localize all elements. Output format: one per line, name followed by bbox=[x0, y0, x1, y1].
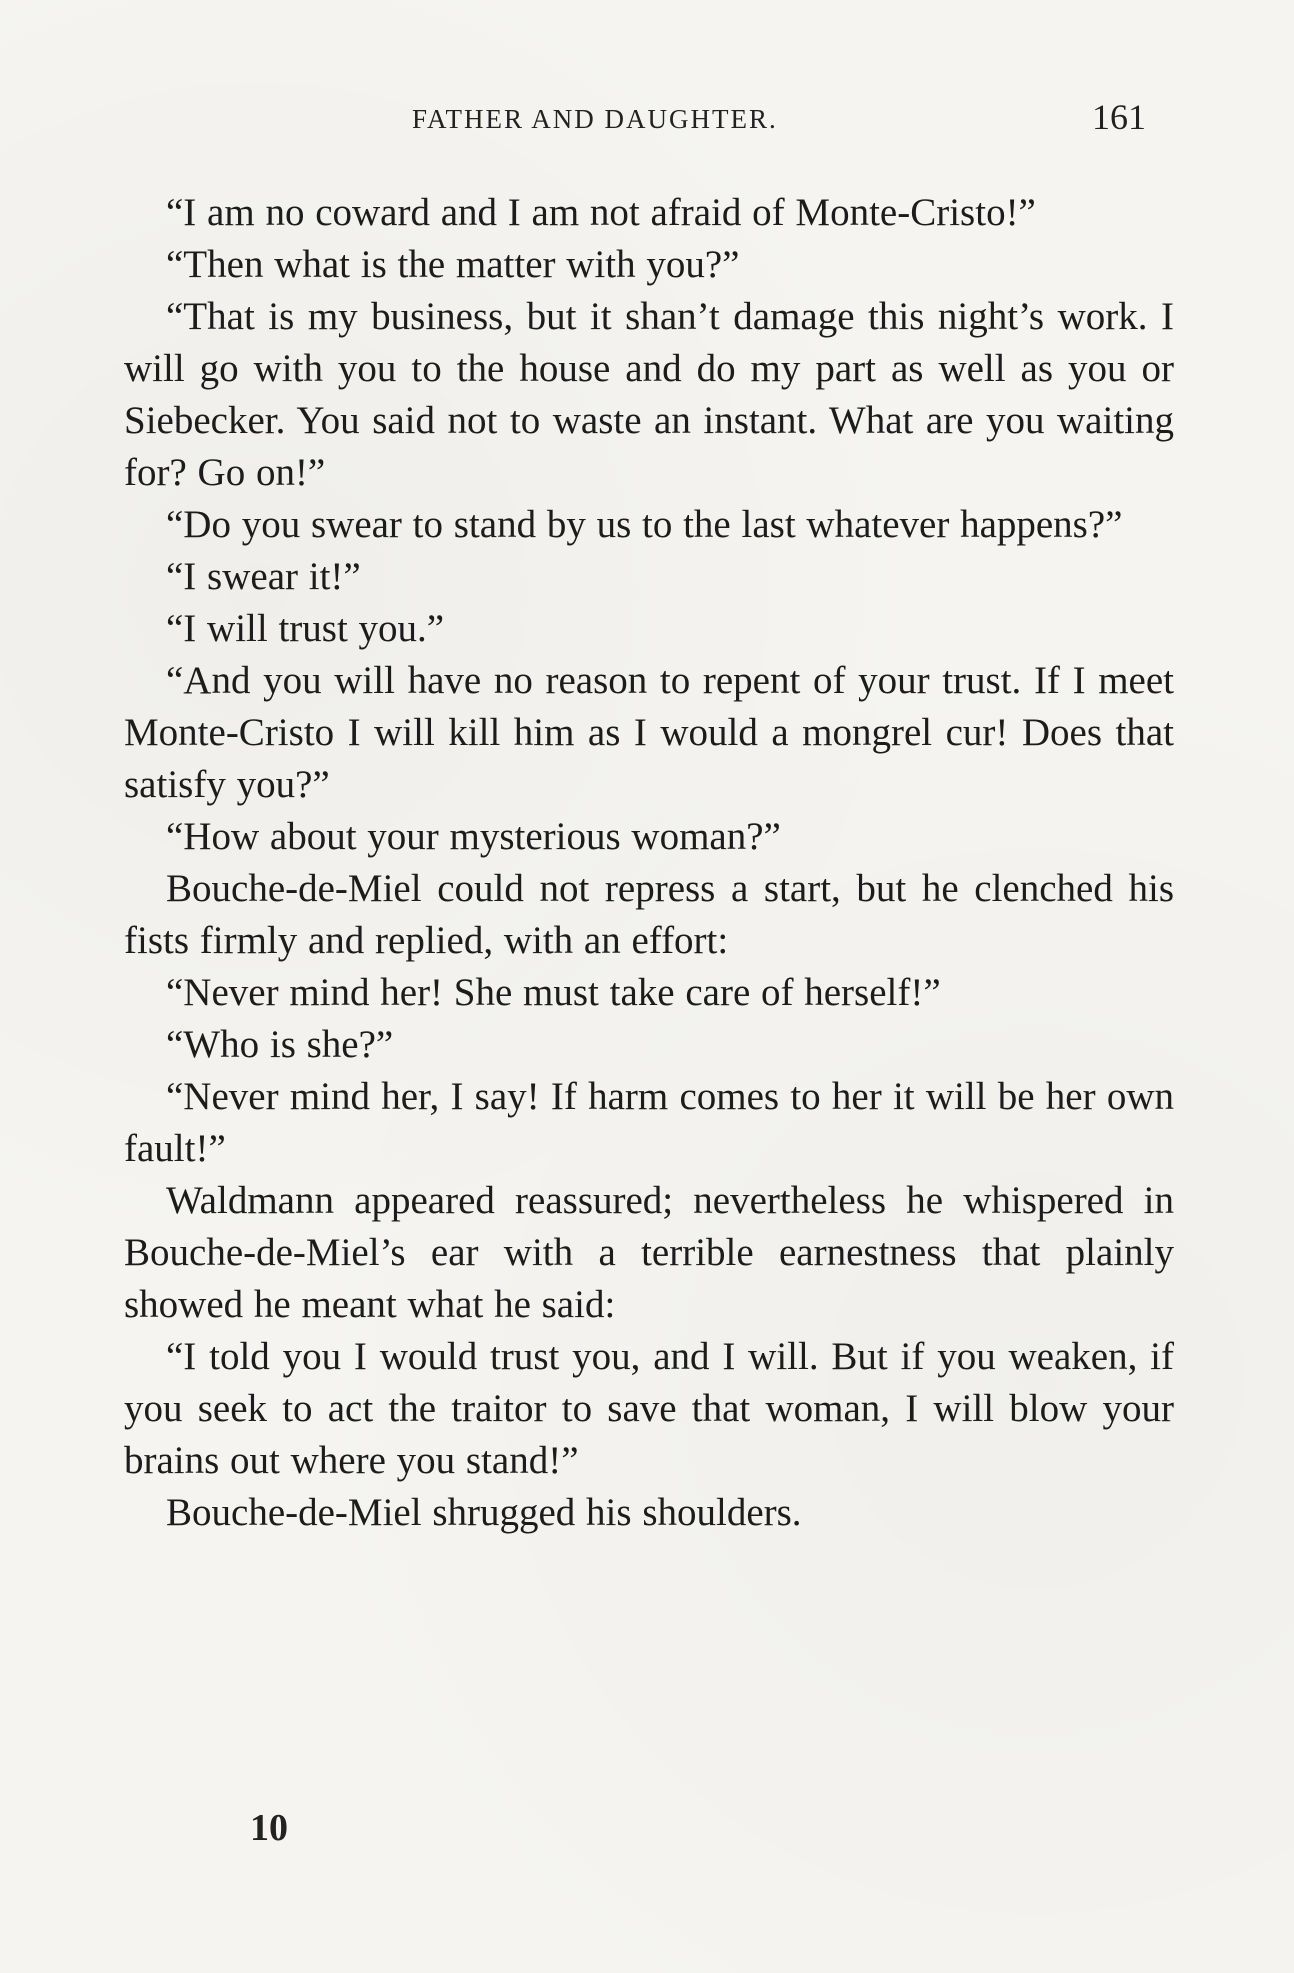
paragraph: Waldmann appeared reassured; nevertheless he whispered in Bouche-de-Miel’s ear with a terrible earnestness that plainly showed he meant what he said: bbox=[124, 1179, 1174, 1326]
paragraph: “Then what is the matter with you?” bbox=[166, 243, 740, 286]
paragraph: “Never mind her! She must take care of herself!” bbox=[166, 971, 941, 1014]
paragraph: Bouche-de-Miel could not repress a start, but he clenched his fists firmly and replied, with an effort: bbox=[124, 867, 1174, 962]
page-number: 161 bbox=[1092, 97, 1146, 137]
paragraph: “I am no coward and I am not afraid of Monte-Cristo!” bbox=[166, 191, 1036, 234]
paragraph: “I told you I would trust you, and I will. But if you weaken, if you seek to act the traitor to save that woman, I will blow your brains out where you stand!” bbox=[124, 1335, 1174, 1482]
paragraph: “Do you swear to stand by us to the last whatever happens?” bbox=[166, 503, 1123, 546]
body-text bbox=[124, 187, 1174, 1539]
paragraph: “I swear it!” bbox=[166, 555, 361, 598]
paragraph: “I will trust you.” bbox=[166, 607, 445, 650]
paragraph: “Who is she?” bbox=[166, 1023, 394, 1066]
signature-mark: 10 bbox=[250, 1807, 288, 1849]
paragraph: “How about your mysterious woman?” bbox=[166, 815, 781, 858]
running-head: FATHER AND DAUGHTER. bbox=[412, 104, 778, 134]
paragraph: “That is my business, but it shan’t damage this night’s work. I will go with you to the house and do my part as well as you or Siebecker. You said not to waste an instant. What are you waiting for? Go on!” bbox=[124, 295, 1174, 494]
paragraph: “Never mind her, I say! If harm comes to her it will be her own fault!” bbox=[124, 1075, 1174, 1170]
paragraph: “And you will have no reason to repent of your trust. If I meet Monte-Cristo I will kill him as I would a mongrel cur! Does that satisfy you?” bbox=[124, 659, 1174, 806]
paragraph: Bouche-de-Miel shrugged his shoulders. bbox=[166, 1491, 802, 1534]
